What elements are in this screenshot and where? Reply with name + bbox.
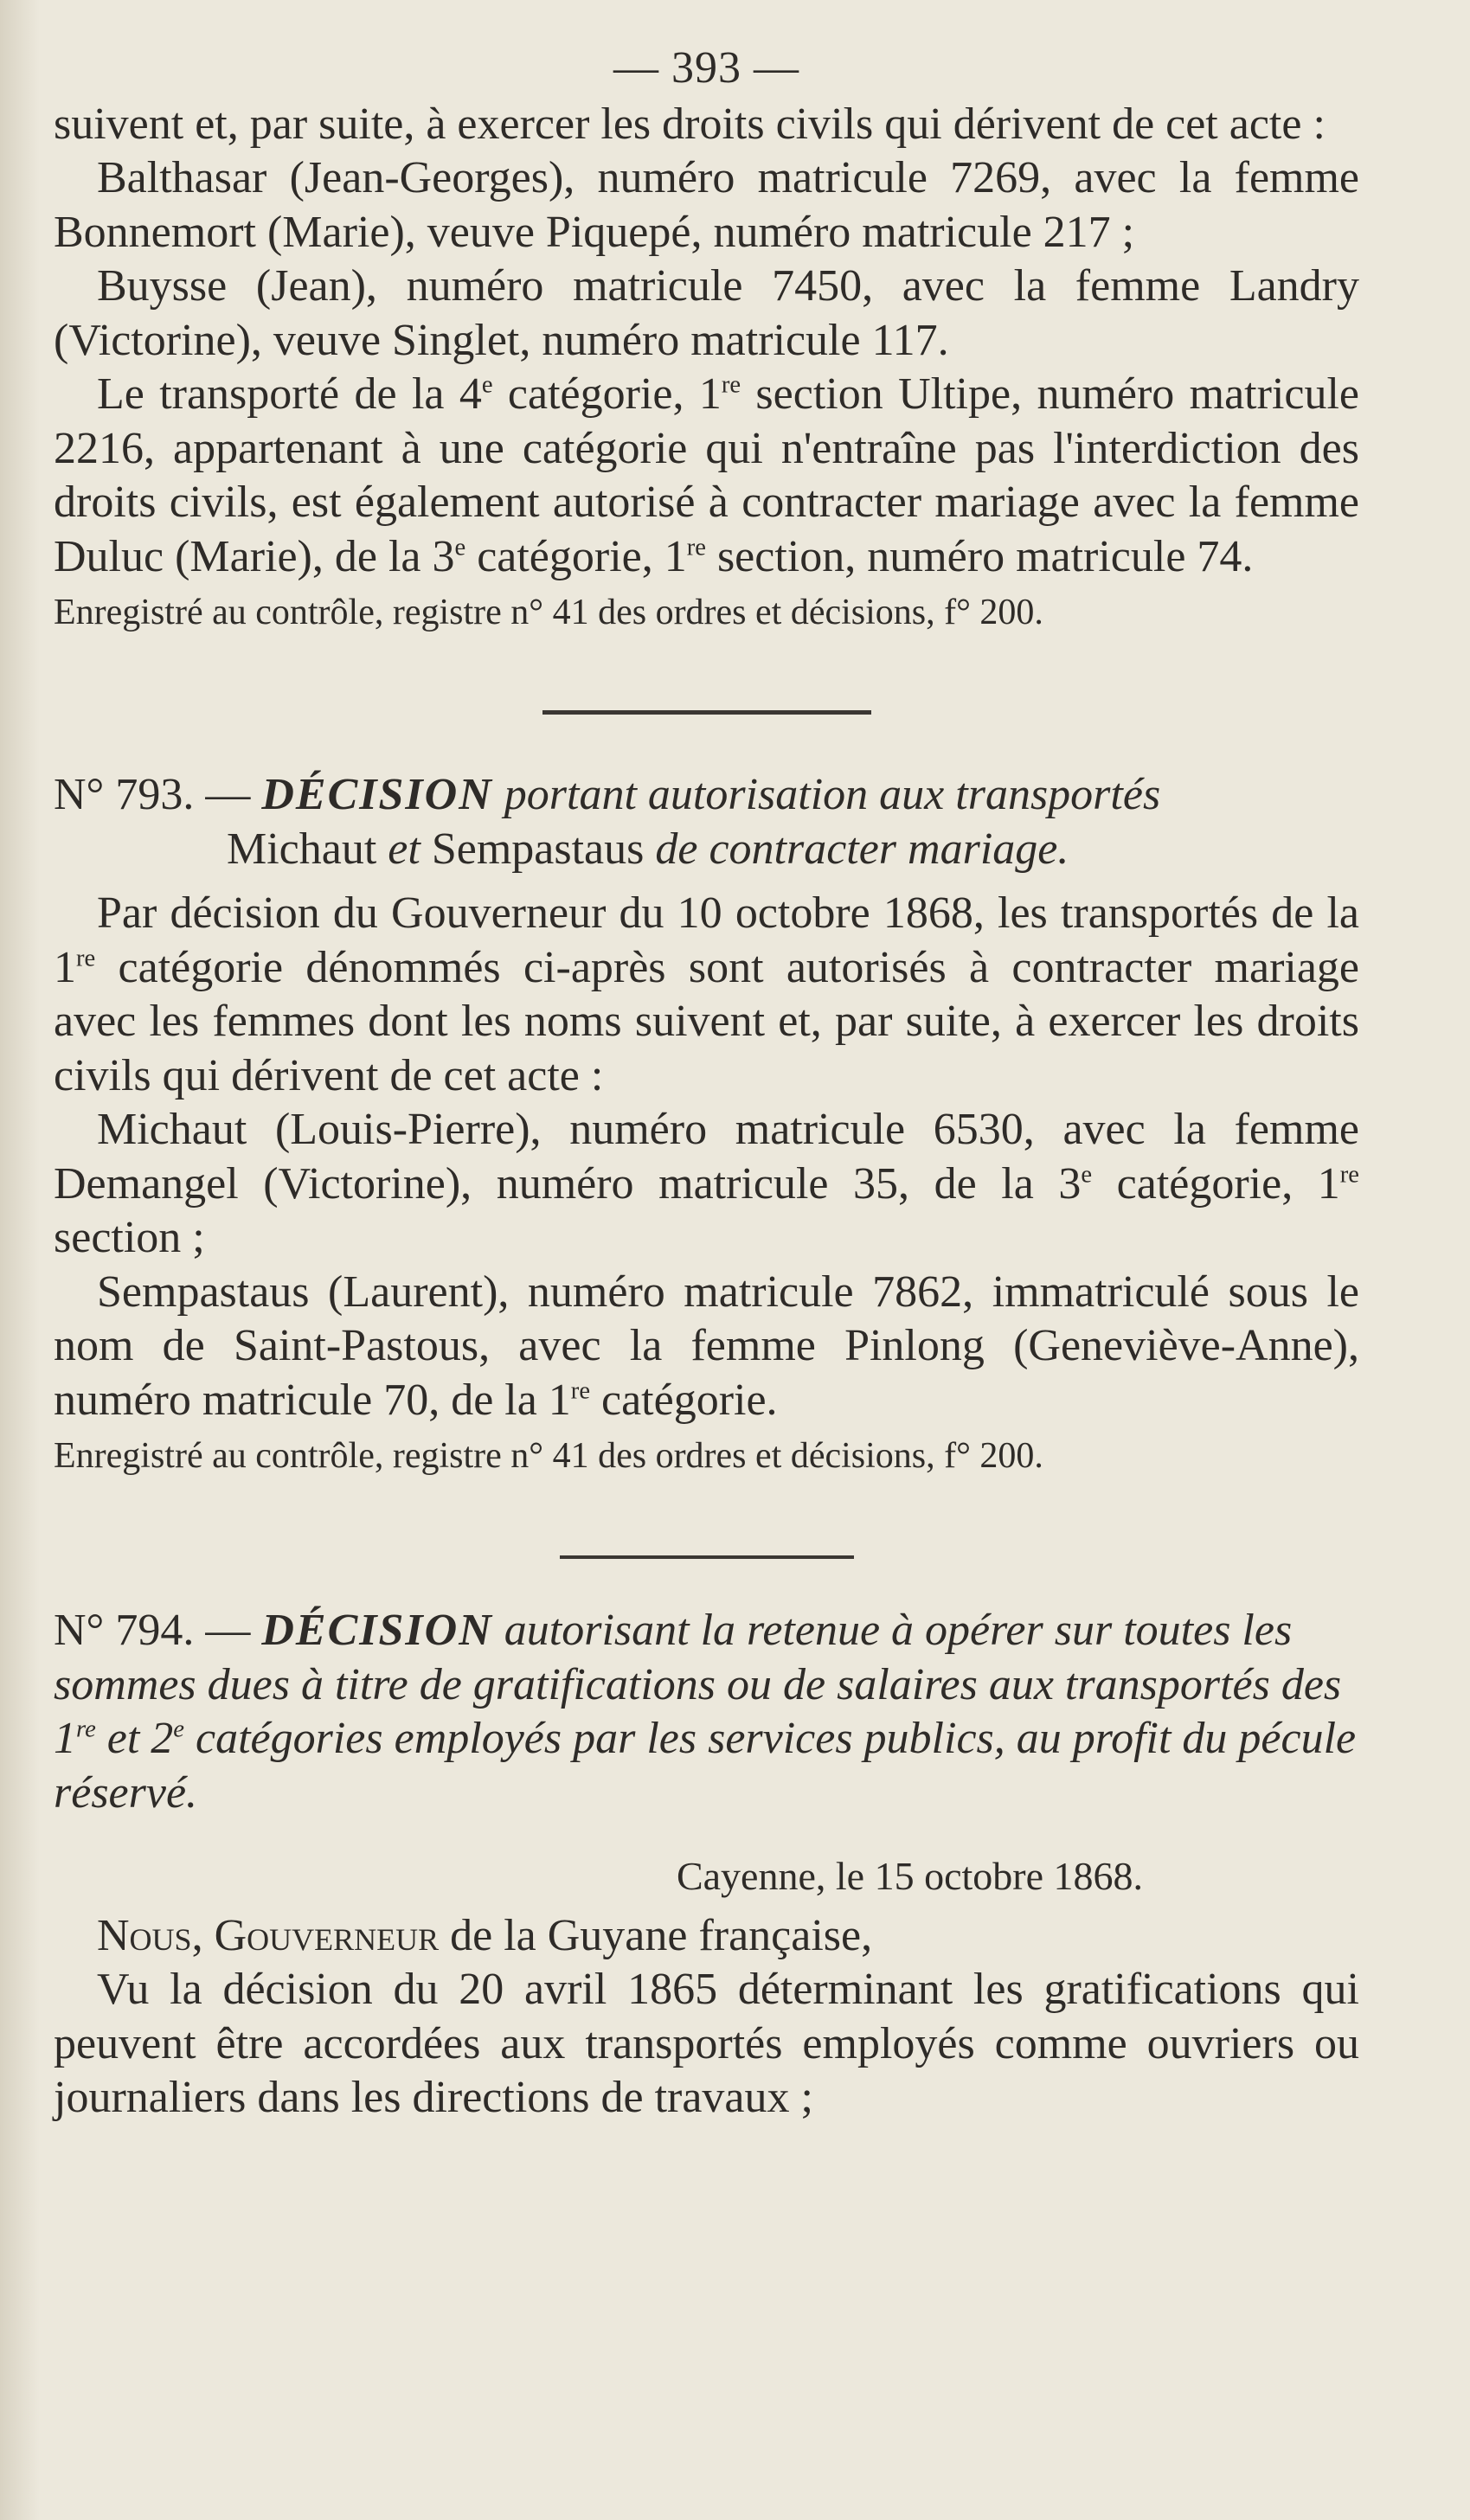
section-divider (560, 1555, 854, 1559)
decision-793 (54, 768, 1359, 1483)
decision-paragraph: Par décision du Gouverneur du 10 octobre 1868, les transportés de la 1re catégorie dénommés ci-après sont autorisés à contracter mariage avec les femmes dont les noms suivent et, par suite, à exercer les droits civils qui dérivent de cet acte : (54, 888, 1359, 1100)
entry-balthasar: Balthasar (Jean-Georges), numéro matricule 7269, avec la femme Bonnemort (Marie), veuve Piquepé, numéro matricule 217 ; (54, 153, 1359, 257)
continuation-intro: suivent et, par suite, à exercer les droits civils qui dérivent de cet acte : (54, 99, 1326, 149)
preamble-nous: Nous, Gouverneur de la Guyane française, (97, 1910, 873, 1960)
page-number: — 393 — (613, 43, 799, 93)
dateline: Cayenne, le 15 octobre 1868. (676, 1854, 1143, 1898)
decision-heading: N° 793. — DÉCISION portant autorisation aux transportés Michaut et Sempastaus de contracter mariage. (54, 770, 1161, 874)
entry-buysse: Buysse (Jean), numéro matricule 7450, avec la femme Landry (Victorine), veuve Singlet, numéro matricule 117. (54, 261, 1359, 365)
preamble-vu: Vu la décision du 20 avril 1865 déterminant les gratifications qui peuvent être accordées aux transportés employés comme ouvriers ou journaliers dans les directions de travaux ; (54, 1965, 1359, 2122)
decision-heading: N° 794. — DÉCISION autorisant la retenue à opérer sur toutes les sommes dues à titre de gratifications ou de salaires aux transportés des 1re et 2e catégories employés par les services publics, au profit du pécule réservé. (54, 1606, 1357, 1818)
entry-michaut: Michaut (Louis-Pierre), numéro matricule 6530, avec la femme Demangel (Victorine), numéro matricule 35, de la 3e catégorie, 1re section ; (54, 1105, 1359, 1262)
continuation-section (54, 98, 1359, 640)
decision-794 (54, 1604, 1359, 2126)
registration-note: Enregistré au contrôle, registre n° 41 des ordres et décisions, f° 200. (54, 1436, 1043, 1476)
entry-ultipe: Le transporté de la 4e catégorie, 1re section Ultipe, numéro matricule 2216, appartenant à une catégorie qui n'entraîne pas l'interdiction des droits civils, est également autorisé à contracter mariage avec la femme Duluc (Marie), de la 3e catégorie, 1re section, numéro matricule 74. (54, 369, 1359, 581)
registration-note: Enregistré au contrôle, registre n° 41 des ordres et décisions, f° 200. (54, 593, 1043, 632)
entry-sempastaus: Sempastaus (Laurent), numéro matricule 7862, immatriculé sous le nom de Saint-Pastous, avec la femme Pinlong (Geneviève-Anne), numéro matricule 70, de la 1re catégorie. (54, 1266, 1359, 1425)
section-divider (542, 710, 871, 715)
